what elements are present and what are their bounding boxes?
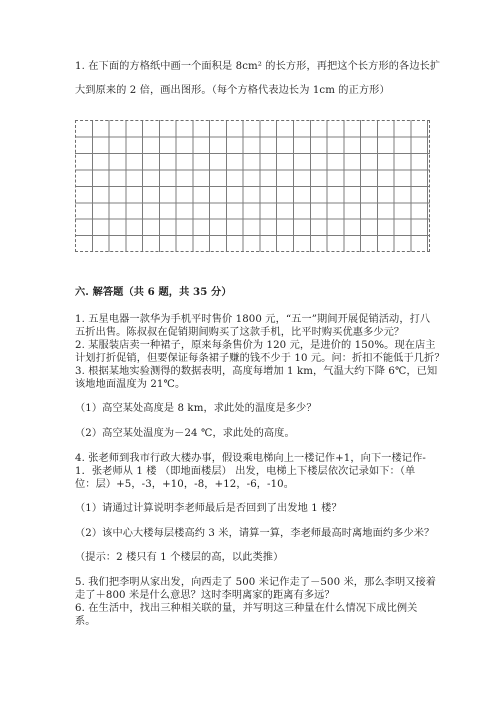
problem-4-sub-2: （2）该中心大楼每层楼高约 3 米，请算一算，李老师最高时离地面约多少米？ [75,528,435,539]
problem-1-line-2: 五折出售。陈叔叔在促销期间购买了这款手机，比平时购买优惠多少元？ [75,327,405,338]
section-title: 六. 解答题（共 6 题，共 35 分） [75,286,232,298]
q1-line-1: 1. 在下面的方格纸中画一个面积是 8cm² 的长方形，再把这个长方形的各边长扩 [75,61,441,72]
problem-1-line-1: 1. 五星电器一款华为手机平时售价 1800 元，“五一”期间开展促销活动，打八 [75,314,431,325]
problem-6-line-1: 6. 在生活中，找出三种相关联的量，并写明这三种量在什么情况下成比例关 [75,603,418,614]
problem-5-line-2: 走了＋800 米是什么意思？这时李明离家的距离有多远？ [75,590,335,601]
problem-5-line-1: 5. 我们把李明从家出发，向西走了 500 米记作走了－500 米，那么李明又接着 [75,577,437,588]
square-grid-paper [75,120,430,252]
problem-2-line-1: 2. 某服装店卖一种裙子，原来每条售价为 120 元，是进价的 150%。现在店主 [75,340,436,351]
problem-3-line-2: 该地地面温度为 21℃。 [75,379,186,390]
problem-4-line-2: 1．张老师从 1 楼 （即地面楼层） 出发，电梯上下楼层依次记录如下：（单 [75,466,416,477]
problem-3-sub-2: （2）高空某处温度为－24 ℃，求此处的高度。 [75,428,295,439]
problem-4-hint: （提示：2 楼只有 1 个楼层的高，以此类推） [75,552,284,563]
q1-line-2: 大到原来的 2 倍，画出图形。（每个方格代表边长为 1cm 的正方形） [75,85,390,96]
problem-2-line-2: 计划打折促销，但要保证每条裙子赚的钱不少于 10 元。问：折扣不能低于几折？ [75,353,445,364]
problem-3-sub-1: （1）高空某处高度是 8 km，求此处的温度是多少？ [75,403,317,414]
problem-4-line-3: 位：层）+5，-3，+10，-8，+12，-6，-10。 [75,479,295,490]
problem-3-line-1: 3. 根据某地实验测得的数据表明，高度每增加 1 km，气温大约下降 6℃，已知 [75,366,438,377]
problem-6-line-2: 系。 [75,616,96,627]
problem-4-line-1: 4. 张老师到我市行政大楼办事，假设乘电梯向上一楼记作+1，向下一楼记作- [75,453,426,464]
problem-4-sub-1: （1）请通过计算说明李老师最后是否回到了出发地 1 楼？ [75,503,342,514]
